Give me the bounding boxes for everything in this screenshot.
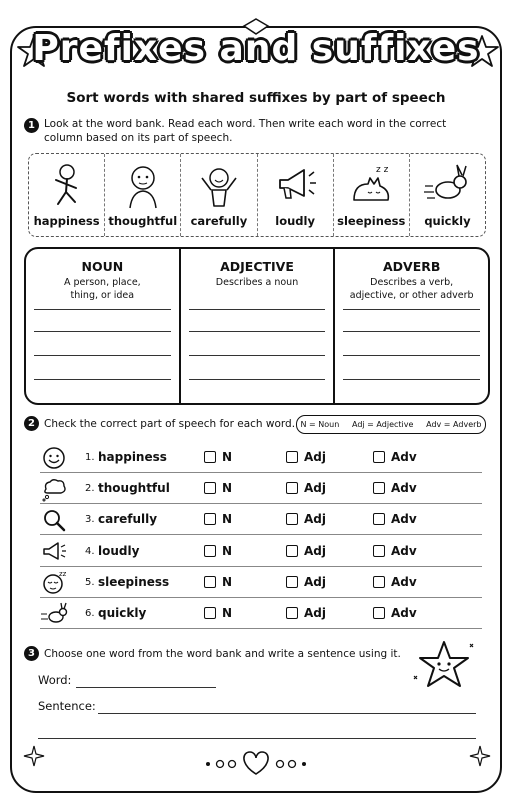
word-bank [28,153,486,237]
word-answer-line[interactable] [76,687,216,688]
sorting-table [24,247,490,405]
checkbox-label: N [222,574,233,589]
writing-line[interactable] [189,355,326,356]
row-number: 1. [85,452,95,463]
checkbox-n[interactable] [204,451,216,463]
word-bank-label: loudly [275,214,315,228]
thought-bubble-icon [40,475,70,503]
megaphone-icon [270,160,320,210]
checkbox-label: Adv [391,543,417,558]
writing-line[interactable] [343,379,480,380]
instruction-line: column based on its part of speech. [44,132,233,144]
megaphone-icon [40,538,70,566]
sentence-answer-line[interactable] [38,738,476,739]
adverb-column [335,249,488,403]
row-word: quickly [98,606,147,620]
writing-line[interactable] [189,309,326,310]
word-bank-label: happiness [33,214,100,228]
column-description-line: Describes a noun [215,277,299,288]
column-description-line: Describes a verb, [370,277,454,288]
checkbox-n[interactable] [204,482,216,494]
checkbox-label: Adj [304,450,326,464]
svg-text:zz: zz [59,569,67,578]
word-bank-item [334,154,410,236]
checkbox-label: N [222,543,233,558]
magnifying-glass-icon [40,506,70,534]
writing-line[interactable] [343,331,480,332]
checkbox-adj[interactable] [286,545,298,557]
sparkle-left-icon [22,744,46,768]
cheering-kid-icon [194,160,244,210]
adjective-column [181,249,336,403]
running-girl-icon [42,160,92,210]
word-bank-label: carefully [190,214,248,228]
word-bank-label: thoughtful [108,214,178,228]
check-row [40,475,482,504]
checkbox-label: Adv [391,574,417,589]
checkbox-label: N [222,481,233,496]
checkbox-label: N [222,512,233,527]
section-2-number: 2 [24,416,39,431]
smiley-face-icon [40,444,70,472]
bottom-heart-ornament-icon [200,748,312,778]
check-row [40,600,482,629]
writing-line[interactable] [34,379,171,380]
writing-line[interactable] [343,309,480,310]
column-description [32,276,173,302]
row-number: 6. [85,608,95,619]
section-1-instruction [44,117,484,145]
check-row [40,538,482,567]
writing-line[interactable] [343,355,480,356]
checkbox-adv[interactable] [373,607,385,619]
checkbox-label: N [222,606,233,620]
checkbox-adj[interactable] [286,607,298,619]
writing-line[interactable] [189,379,326,380]
abbreviation-legend: N = Noun Adj = Adjective Adv = Adverb [296,415,486,434]
checkbox-adv[interactable] [373,545,385,557]
checkbox-adv[interactable] [373,482,385,494]
row-number: 4. [85,545,95,557]
word-bank-item [105,154,181,236]
checkbox-adj[interactable] [286,576,298,588]
sentence-label: Sentence: [38,699,96,713]
row-word: loudly [98,543,140,558]
word-bank-label: sleepiness [337,214,406,228]
thinking-boy-icon [118,160,168,210]
checkbox-n[interactable] [204,576,216,588]
word-bank-label: quickly [424,214,471,228]
row-number: 2. [85,483,95,495]
checkbox-adv[interactable] [373,451,385,463]
checkbox-label: Adv [391,606,417,620]
writing-line[interactable] [34,331,171,332]
checkbox-label: Adj [304,543,326,558]
running-rabbit-icon [40,600,70,628]
checkbox-label: Adv [391,512,417,527]
checkbox-adv[interactable] [373,513,385,525]
check-row [40,569,482,598]
section-2-instruction: Check the correct part of speech for each word. [44,418,296,430]
word-bank-item [29,154,105,236]
row-number: 5. [85,576,95,588]
sleeping-cat-icon [346,160,396,210]
checkbox-label: Adj [304,481,326,496]
check-row [40,444,482,473]
writing-line[interactable] [34,355,171,356]
page-title: Prefixes and suffixes [32,28,480,69]
checkbox-adj[interactable] [286,451,298,463]
word-bank-item [258,154,334,236]
svg-text:z z: z z [376,165,389,175]
sparkle-right-icon [468,744,492,768]
checkbox-adv[interactable] [373,576,385,588]
instruction-line: Look at the word bank. Read each word. Then write each word in the correct [44,118,447,130]
section-3-instruction: Choose one word from the word bank and write a sentence using it. [44,648,401,660]
page-subtitle: Sort words with shared suffixes by part of speech [66,90,446,106]
column-description [341,276,482,302]
section-3-number: 3 [24,646,39,661]
row-word: sleepiness [98,574,170,589]
row-word: carefully [98,512,158,527]
checkbox-label: Adj [304,512,326,527]
column-description-line: A person, place, [63,277,141,288]
word-bank-item [181,154,257,236]
running-rabbit-icon [422,160,472,210]
word-label: Word: [38,673,72,687]
row-number: 3. [85,514,95,526]
smiling-star-icon [408,636,478,694]
checkbox-n[interactable] [204,607,216,619]
column-heading: NOUN [81,259,124,274]
checkbox-label: N [222,450,233,464]
row-word: happiness [98,450,167,464]
checkbox-n[interactable] [204,545,216,557]
noun-column [26,249,181,403]
check-row [40,506,482,535]
checkbox-n[interactable] [204,513,216,525]
sleepy-face-icon [40,569,70,597]
column-heading: ADJECTIVE [220,259,294,274]
checkbox-label: Adv [391,481,417,496]
section-1-number: 1 [24,118,39,133]
writing-line[interactable] [34,309,171,310]
column-description-line: thing, or idea [70,290,135,301]
checkbox-label: Adj [304,574,326,589]
row-word: thoughtful [98,481,170,496]
checkbox-label: Adv [391,450,417,464]
writing-line[interactable] [189,331,326,332]
checkbox-adj[interactable] [286,513,298,525]
column-description-line: adjective, or other adverb [349,290,474,301]
checkbox-adj[interactable] [286,482,298,494]
word-bank-item [410,154,485,236]
column-description [187,276,328,289]
sentence-answer-line[interactable] [98,713,476,714]
column-heading: ADVERB [382,259,441,274]
checkbox-label: Adj [304,606,326,620]
